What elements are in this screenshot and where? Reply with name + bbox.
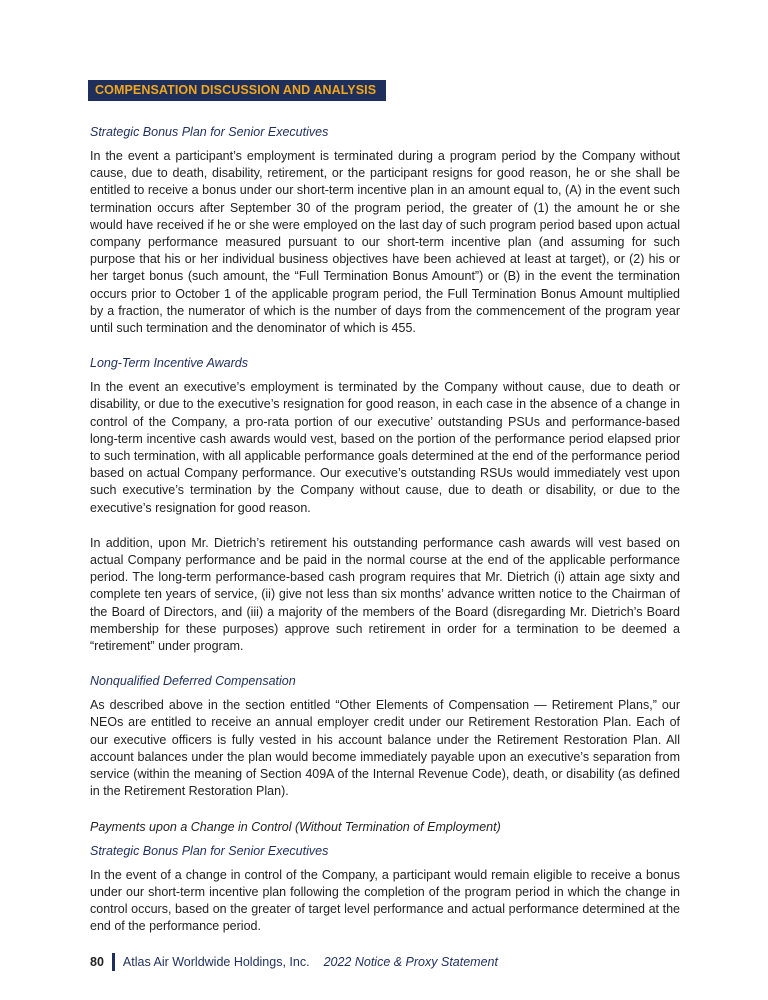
section-heading: Strategic Bonus Plan for Senior Executives <box>90 125 329 139</box>
company-name: Atlas Air Worldwide Holdings, Inc. <box>122 954 310 969</box>
paragraph: As described above in the section entitled “Other Elements of Compensation — Retirement Plans,” our NEOs are entitled to receive an annual employer credit under our Retirement Restoration Plan. Each of our executive officers is fully vested in his account balance under the Retirement Restoration Plan. All account balances under the plan would become immediately payable upon an executive’s separation from service (within the meaning of Section 409A of the Internal Revenue Code), death, or disability (as defined in the Retirement Restoration Plan). <box>90 698 680 799</box>
page-content <box>90 0 680 935</box>
document-title: 2022 Notice & Proxy Statement <box>323 954 498 969</box>
page-footer <box>90 953 768 971</box>
section-heading: Payments upon a Change in Control (Without Termination of Employment) <box>90 819 501 834</box>
footer-divider <box>112 953 115 971</box>
page-number: 80 <box>90 954 104 969</box>
paragraph: In the event of a change in control of the Company, a participant would remain eligible to receive a bonus under our short-term incentive plan following the completion of the program period in which the change in control occurs, based on the greater of target level performance and actual performance determined at the end of the performance period. <box>90 867 680 934</box>
section-heading: Nonqualified Deferred Compensation <box>90 674 296 689</box>
paragraph: In addition, upon Mr. Dietrich’s retirement his outstanding performance cash awards will vest based on actual Company performance and be paid in the normal course at the end of the applicable performance period. The long-term performance-based cash program requires that Mr. Dietrich (i) attain age sixty and complete ten years of service, (ii) give not less than six months’ advance written notice to the Chairman of the Board of Directors, and (iii) a majority of the members of the Board (disregarding Mr. Dietrich’s Board membership for these purposes) approve such retirement in order for a termination to be deemed a “retirement” under program. <box>90 535 680 654</box>
subsection-heading: Strategic Bonus Plan for Senior Executives <box>90 843 329 858</box>
section-banner: COMPENSATION DISCUSSION AND ANALYSIS <box>88 80 386 101</box>
section-heading: Long-Term Incentive Awards <box>90 356 248 371</box>
paragraph: In the event a participant’s employment is terminated during a program period by the Company without cause, due to death, disability, retirement, or the participant resigns for good reason, he or she shall be entitled to receive a bonus under our short-term incentive plan in an amount equal to, (A) in the event such termination occurs after September 30 of the program period, the greater of (1) the amount he or she would have received if he or she were employed on the last day of such program period based upon actual company performance measured pursuant to our short-term incentive plan (and assuming for such purpose that his or her individual business objectives have been achieved at least at target), or (2) his or her target bonus (such amount, the “Full Termination Bonus Amount”) or (B) in the event the termination occurs prior to October 1 of the applicable program period, the Full Termination Bonus Amount multiplied by a fraction, the numerator of which is the number of days from the commencement of the program year until such termination and the denominator of which is 455. <box>90 149 680 336</box>
paragraph: In the event an executive’s employment is terminated by the Company without cause, due to death or disability, or due to the executive’s resignation for good reason, in each case in the absence of a change in control of the Company, a pro-rata portion of our executive’ outstanding PSUs and performance-based long-term incentive cash awards would vest, based on the portion of the performance period elapsed prior to such termination, with all applicable performance goals determined at the end of the performance period based on actual Company performance. Our executive’s outstanding RSUs would immediately vest upon such executive’s termination by the Company without cause, due to death or disability, or due to the executive’s resignation for good reason. <box>90 380 680 515</box>
